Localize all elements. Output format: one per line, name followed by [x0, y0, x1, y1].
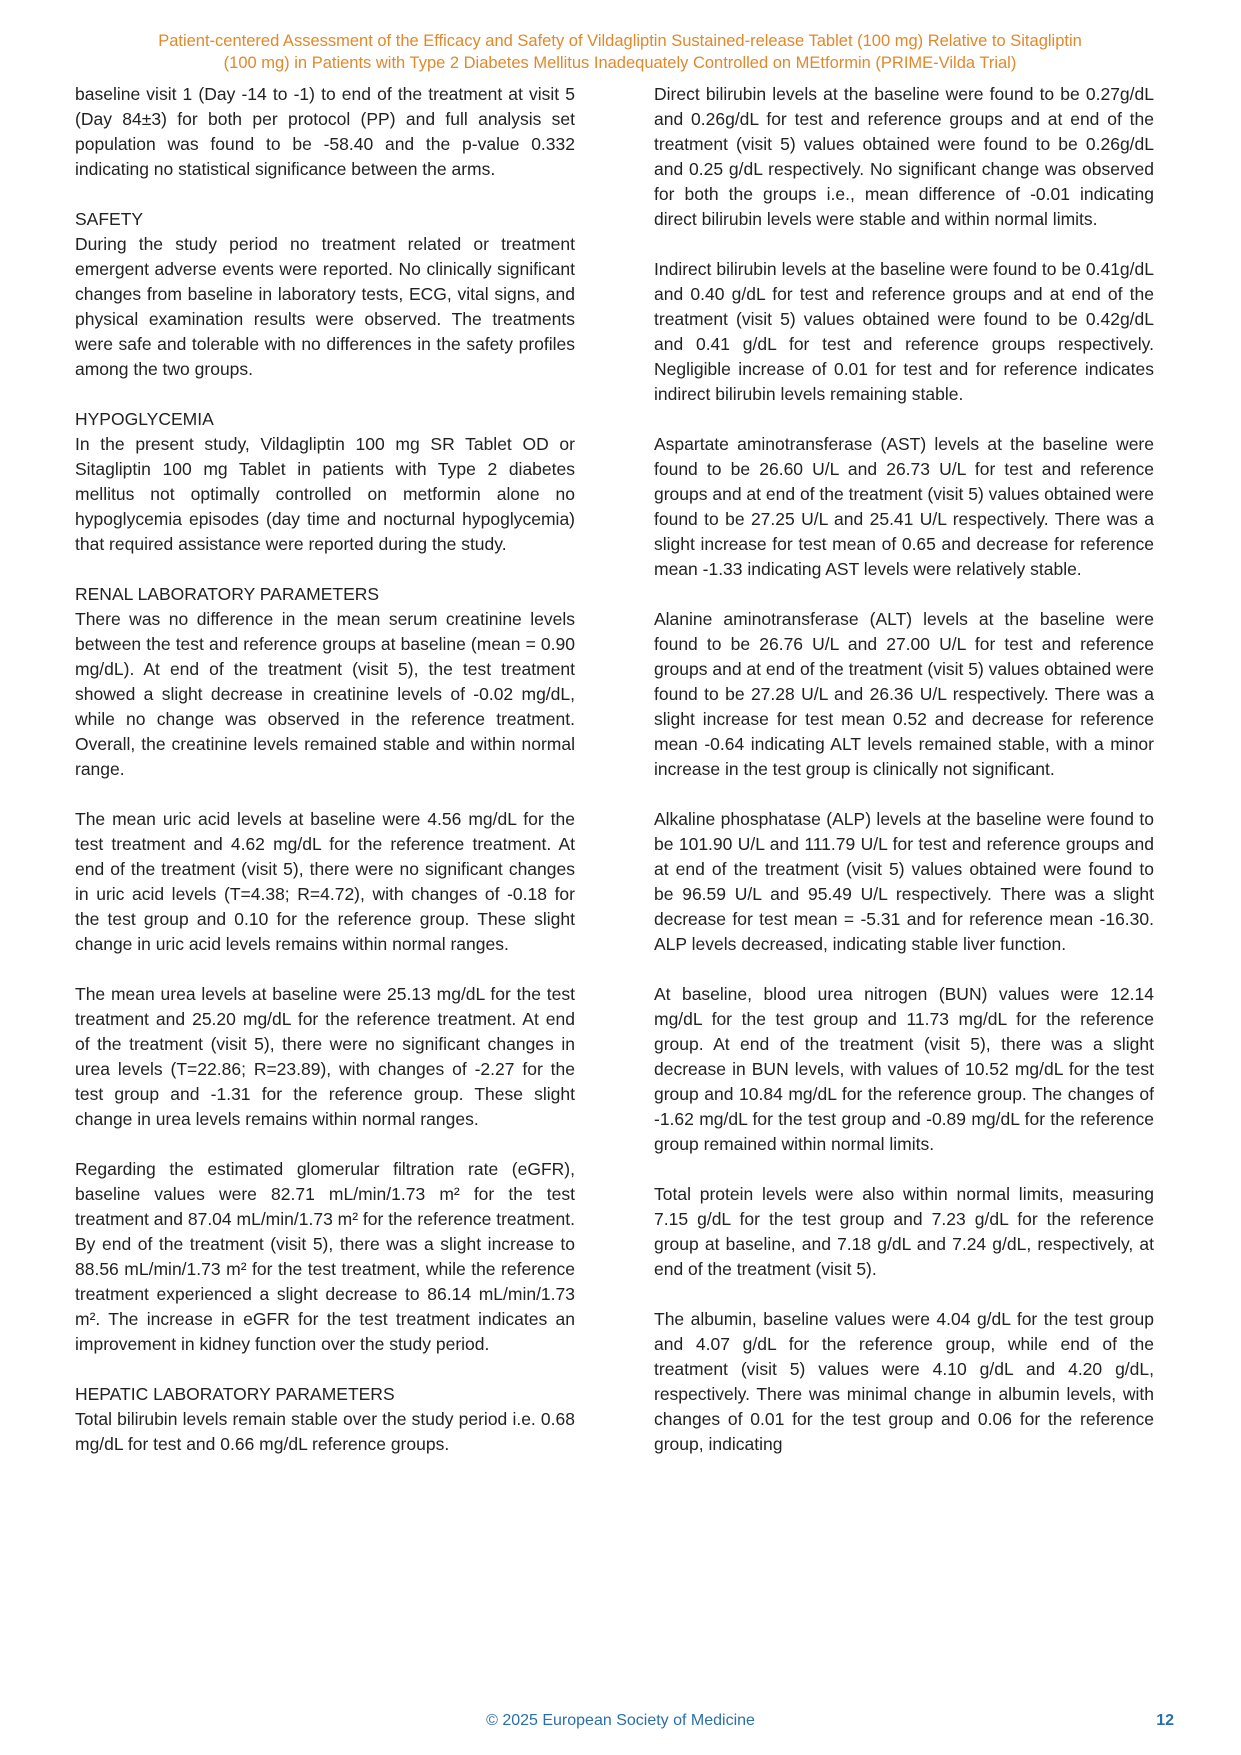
- paragraph-alp: Alkaline phosphatase (ALP) levels at the baseline were found to be 101.90 U/L and 111.79 U/L for test and reference groups and at end of the treatment (visit 5) values obtained were found to be 96.59 U/L and 95.49 U/L respectively. There was a slight decrease for test mean = -5.31 and for reference mean -16.30. ALP levels decreased, indicating stable liver function.: [654, 809, 1154, 954]
- right-column: [654, 82, 1154, 1482]
- running-header: [60, 30, 1180, 74]
- paragraph-total-bilirubin: Total bilirubin levels remain stable over the study period i.e. 0.68 mg/dL for test and 0.66 mg/dL reference groups.: [75, 1409, 575, 1454]
- page-number: 12: [1156, 1712, 1174, 1729]
- left-column: [75, 82, 575, 1482]
- paragraph-bun: At baseline, blood urea nitrogen (BUN) values were 12.14 mg/dL for the test group and 11.73 mg/dL for the reference group. At end of the treatment (visit 5), there was a slight decrease in BUN levels, with values of 10.52 mg/dL for the test group and 10.84 mg/dL for the reference group. The changes of -1.62 mg/dL for the test group and -0.89 mg/dL for the reference group remained within normal limits.: [654, 984, 1154, 1154]
- header-title-line-2: (100 mg) in Patients with Type 2 Diabetes Mellitus Inadequately Controlled on MEtformin (PRIME-Vilda Trial): [223, 54, 1017, 72]
- paragraph-efficacy-continued: baseline visit 1 (Day -14 to -1) to end of the treatment at visit 5 (Day 84±3) for both per protocol (PP) and full analysis set population was found to be -58.40 and the p-value 0.332 indicating no statistical significance between the arms.: [75, 84, 575, 179]
- paragraph-hypoglycemia: In the present study, Vildagliptin 100 mg SR Tablet OD or Sitagliptin 100 mg Tablet in patients with Type 2 diabetes mellitus not optimally controlled on metformin alone no hypoglycemia episodes (day time and nocturnal hypoglycemia) that required assistance were reported during the study.: [75, 434, 575, 554]
- paragraph-indirect-bilirubin: Indirect bilirubin levels at the baseline were found to be 0.41g/dL and 0.40 g/dL for test and reference groups and at end of the treatment (visit 5) values obtained were found to be 0.42g/dL and 0.41 g/dL for test and reference groups respectively. Negligible increase of 0.01 for test and for reference indicates indirect bilirubin levels remaining stable.: [654, 259, 1154, 404]
- paragraph-egfr: Regarding the estimated glomerular filtration rate (eGFR), baseline values were 82.71 mL/min/1.73 m² for the test treatment and 87.04 mL/min/1.73 m² for the reference treatment. By end of the treatment (visit 5), there was a slight increase to 88.56 mL/min/1.73 m² for the test treatment, while the reference treatment experienced a slight decrease to 86.14 mL/min/1.73 m². The increase in eGFR for the test treatment indicates an improvement in kidney function over the study period.: [75, 1159, 575, 1354]
- paragraph-ast: Aspartate aminotransferase (AST) levels at the baseline were found to be 26.60 U/L and 26.73 U/L for test and reference groups and at end of the treatment (visit 5) values obtained were found to be 27.25 U/L and 25.41 U/L respectively. There was a slight increase for test mean of 0.65 and decrease for reference mean -1.33 indicating AST levels were relatively stable.: [654, 434, 1155, 579]
- paragraph-direct-bilirubin: Direct bilirubin levels at the baseline were found to be 0.27g/dL and 0.26g/dL for test and reference groups and at end of the treatment (visit 5) values obtained were found to be 0.26g/dL and 0.25 g/dL respectively. No significant change was observed for both the groups i.e., mean difference of -0.01 indicating direct bilirubin levels were stable and within normal limits.: [654, 84, 1154, 229]
- section-heading-hepatic: HEPATIC LABORATORY PARAMETERS: [75, 1384, 395, 1404]
- section-heading-hypoglycemia: HYPOGLYCEMIA: [75, 409, 214, 429]
- paragraph-total-protein: Total protein levels were also within normal limits, measuring 7.15 g/dL for the test group and 7.23 g/dL for the reference group at baseline, and 7.18 g/dL and 7.24 g/dL, respectively, at end of the treatment (visit 5).: [654, 1184, 1154, 1279]
- copyright-notice: © 2025 European Society of Medicine: [486, 1712, 755, 1729]
- paragraph-creatinine: There was no difference in the mean serum creatinine levels between the test and reference groups at baseline (mean = 0.90 mg/dL). At end of the treatment (visit 5), the test treatment showed a slight decrease in creatinine levels of -0.02 mg/dL, while no change was observed in the reference treatment. Overall, the creatinine levels remained stable and within normal range.: [75, 609, 575, 779]
- paragraph-uric-acid: The mean uric acid levels at baseline were 4.56 mg/dL for the test treatment and 4.62 mg/dL for the reference treatment. At end of the treatment (visit 5), there were no significant changes in uric acid levels (T=4.38; R=4.72), with changes of -0.18 for the test group and 0.10 for the reference group. These slight change in uric acid levels remains within normal ranges.: [75, 809, 575, 954]
- paragraph-urea: The mean urea levels at baseline were 25.13 mg/dL for the test treatment and 25.20 mg/dL for the reference treatment. At end of the treatment (visit 5), there were no significant changes in urea levels (T=22.86; R=23.89), with changes of -2.27 for the test group and -1.31 for the reference group. These slight change in urea levels remains within normal ranges.: [75, 984, 575, 1129]
- paragraph-safety: During the study period no treatment related or treatment emergent adverse events were reported. No clinically significant changes from baseline in laboratory tests, ECG, vital signs, and physical examination results were observed. The treatments were safe and tolerable with no differences in the safety profiles among the two groups.: [75, 234, 575, 379]
- header-title-line-1: Patient-centered Assessment of the Efficacy and Safety of Vildagliptin Sustained-release Tablet (100 mg) Relative to Sitagliptin: [158, 32, 1082, 50]
- paragraph-albumin: The albumin, baseline values were 4.04 g/dL for the test group and 4.07 g/dL for the reference group, while end of the treatment (visit 5) values were 4.10 g/dL and 4.20 g/dL, respectively. There was minimal change in albumin levels, with changes of 0.01 for the test group and 0.06 for the reference group, indicating: [654, 1309, 1154, 1454]
- section-heading-safety: SAFETY: [75, 209, 144, 229]
- paragraph-alt: Alanine aminotransferase (ALT) levels at the baseline were found to be 26.76 U/L and 27.00 U/L for test and reference groups and at end of the treatment (visit 5) values obtained were found to be 27.28 U/L and 26.36 U/L respectively. There was a slight increase for test mean 0.52 and decrease for reference mean -0.64 indicating ALT levels remained stable, with a minor increase in the test group is clinically not significant.: [654, 609, 1155, 779]
- section-heading-renal: RENAL LABORATORY PARAMETERS: [75, 584, 380, 604]
